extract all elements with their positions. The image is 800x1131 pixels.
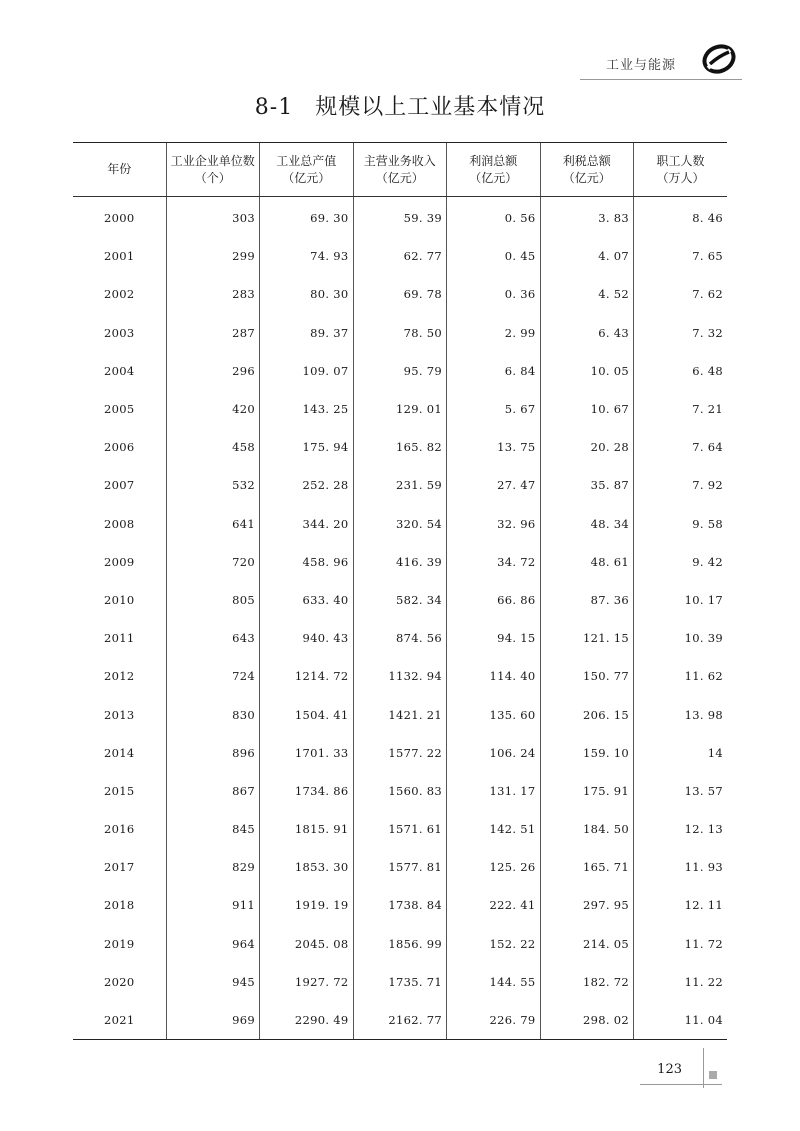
value-cell: 226. 79 bbox=[447, 1001, 541, 1040]
value-cell: 1738. 84 bbox=[353, 886, 447, 924]
value-cell: 95. 79 bbox=[353, 352, 447, 390]
year-cell: 2008 bbox=[104, 516, 135, 531]
value-cell: 150. 77 bbox=[540, 657, 634, 695]
year-cell: 2011 bbox=[104, 631, 135, 646]
value-cell: 4. 52 bbox=[540, 275, 634, 313]
value-cell: 165. 71 bbox=[540, 848, 634, 886]
value-cell: 10. 39 bbox=[634, 619, 728, 657]
value-cell: 1701. 33 bbox=[260, 734, 354, 772]
table-row bbox=[73, 543, 727, 581]
table-row bbox=[73, 390, 727, 428]
value-cell: 940. 43 bbox=[260, 619, 354, 657]
value-cell: 896 bbox=[166, 734, 260, 772]
year-cell: 2015 bbox=[104, 783, 135, 798]
column-header-name: 职工人数 bbox=[656, 153, 705, 168]
value-cell: 66. 86 bbox=[447, 581, 541, 619]
value-cell: 165. 82 bbox=[353, 428, 447, 466]
table-title-text: 规模以上工业基本情况 bbox=[315, 95, 546, 120]
value-cell: 9. 58 bbox=[634, 505, 728, 543]
table-row bbox=[73, 1001, 727, 1040]
value-cell: 12. 13 bbox=[634, 810, 728, 848]
value-cell: 7. 21 bbox=[634, 390, 728, 428]
value-cell: 87. 36 bbox=[540, 581, 634, 619]
year-cell: 2001 bbox=[104, 249, 135, 264]
value-cell: 13. 57 bbox=[634, 772, 728, 810]
footer-horizontal-rule bbox=[640, 1084, 722, 1085]
table-row bbox=[73, 695, 727, 733]
value-cell: 298. 02 bbox=[540, 1001, 634, 1040]
year-cell: 2019 bbox=[104, 936, 135, 951]
value-cell: 184. 50 bbox=[540, 810, 634, 848]
column-header bbox=[447, 143, 541, 197]
year-cell: 2018 bbox=[104, 898, 135, 913]
year-cell: 2020 bbox=[104, 974, 135, 989]
section-label: 工业与能源 bbox=[605, 58, 676, 73]
table-row bbox=[73, 505, 727, 543]
table-row bbox=[73, 848, 727, 886]
column-header bbox=[166, 143, 260, 197]
value-cell: 0. 56 bbox=[447, 197, 541, 238]
value-cell: 10. 17 bbox=[634, 581, 728, 619]
value-cell: 1856. 99 bbox=[353, 925, 447, 963]
column-header bbox=[353, 143, 447, 197]
table-row bbox=[73, 925, 727, 963]
value-cell: 458. 96 bbox=[260, 543, 354, 581]
table-row bbox=[73, 734, 727, 772]
value-cell: 10. 67 bbox=[540, 390, 634, 428]
value-cell: 1577. 22 bbox=[353, 734, 447, 772]
table-row bbox=[73, 810, 727, 848]
column-header-unit: （万人） bbox=[656, 170, 705, 185]
value-cell: 9. 42 bbox=[634, 543, 728, 581]
value-cell: 152. 22 bbox=[447, 925, 541, 963]
value-cell: 1853. 30 bbox=[260, 848, 354, 886]
table-row bbox=[73, 963, 727, 1001]
value-cell: 59. 39 bbox=[353, 197, 447, 238]
value-cell: 2162. 77 bbox=[353, 1001, 447, 1040]
value-cell: 11. 62 bbox=[634, 657, 728, 695]
value-cell: 416. 39 bbox=[353, 543, 447, 581]
value-cell: 27. 47 bbox=[447, 466, 541, 504]
value-cell: 94. 15 bbox=[447, 619, 541, 657]
column-header bbox=[73, 143, 166, 197]
value-cell: 2. 99 bbox=[447, 314, 541, 352]
value-cell: 34. 72 bbox=[447, 543, 541, 581]
running-header bbox=[0, 0, 800, 80]
value-cell: 8. 46 bbox=[634, 197, 728, 238]
year-cell: 2012 bbox=[104, 669, 135, 684]
year-cell: 2005 bbox=[104, 402, 135, 417]
industry-stats-table bbox=[73, 142, 727, 1040]
value-cell: 2290. 49 bbox=[260, 1001, 354, 1040]
value-cell: 7. 32 bbox=[634, 314, 728, 352]
value-cell: 0. 45 bbox=[447, 237, 541, 275]
year-cell: 2009 bbox=[104, 554, 135, 569]
value-cell: 1577. 81 bbox=[353, 848, 447, 886]
value-cell: 175. 91 bbox=[540, 772, 634, 810]
value-cell: 78. 50 bbox=[353, 314, 447, 352]
value-cell: 143. 25 bbox=[260, 390, 354, 428]
value-cell: 297. 95 bbox=[540, 886, 634, 924]
value-cell: 582. 34 bbox=[353, 581, 447, 619]
value-cell: 14 bbox=[634, 734, 728, 772]
column-header-unit: （个） bbox=[194, 170, 231, 185]
value-cell: 11. 22 bbox=[634, 963, 728, 1001]
table-row bbox=[73, 197, 727, 238]
table-row bbox=[73, 772, 727, 810]
value-cell: 1132. 94 bbox=[353, 657, 447, 695]
column-header-name: 年份 bbox=[107, 162, 132, 176]
table-title bbox=[0, 90, 800, 121]
column-header-unit: （亿元） bbox=[375, 170, 424, 185]
value-cell: 969 bbox=[166, 1001, 260, 1040]
value-cell: 109. 07 bbox=[260, 352, 354, 390]
value-cell: 7. 92 bbox=[634, 466, 728, 504]
value-cell: 1421. 21 bbox=[353, 695, 447, 733]
year-cell: 2000 bbox=[104, 211, 135, 226]
value-cell: 129. 01 bbox=[353, 390, 447, 428]
year-cell: 2003 bbox=[104, 325, 135, 340]
table-row bbox=[73, 619, 727, 657]
value-cell: 830 bbox=[166, 695, 260, 733]
table-number: 8-1 bbox=[254, 95, 294, 120]
value-cell: 144. 55 bbox=[447, 963, 541, 1001]
value-cell: 12. 11 bbox=[634, 886, 728, 924]
value-cell: 106. 24 bbox=[447, 734, 541, 772]
table-header-row bbox=[73, 143, 727, 197]
value-cell: 724 bbox=[166, 657, 260, 695]
table-row bbox=[73, 466, 727, 504]
value-cell: 142. 51 bbox=[447, 810, 541, 848]
value-cell: 6. 43 bbox=[540, 314, 634, 352]
value-cell: 32. 96 bbox=[447, 505, 541, 543]
value-cell: 13. 75 bbox=[447, 428, 541, 466]
value-cell: 867 bbox=[166, 772, 260, 810]
value-cell: 296 bbox=[166, 352, 260, 390]
value-cell: 135. 60 bbox=[447, 695, 541, 733]
value-cell: 10. 05 bbox=[540, 352, 634, 390]
column-header-name: 工业总产值 bbox=[276, 153, 337, 168]
column-header-name: 工业企业单位数 bbox=[170, 153, 255, 168]
value-cell: 1735. 71 bbox=[353, 963, 447, 1001]
value-cell: 720 bbox=[166, 543, 260, 581]
table-row bbox=[73, 428, 727, 466]
value-cell: 1571. 61 bbox=[353, 810, 447, 848]
header-rule bbox=[580, 79, 742, 80]
table-row bbox=[73, 886, 727, 924]
value-cell: 6. 84 bbox=[447, 352, 541, 390]
value-cell: 214. 05 bbox=[540, 925, 634, 963]
page-number: 123 bbox=[657, 1062, 682, 1077]
value-cell: 1919. 19 bbox=[260, 886, 354, 924]
table-row bbox=[73, 275, 727, 313]
year-cell: 2013 bbox=[104, 707, 135, 722]
value-cell: 121. 15 bbox=[540, 619, 634, 657]
year-cell: 2021 bbox=[73, 1001, 166, 1040]
year-cell: 2007 bbox=[104, 478, 135, 493]
value-cell: 231. 59 bbox=[353, 466, 447, 504]
value-cell: 114. 40 bbox=[447, 657, 541, 695]
value-cell: 4. 07 bbox=[540, 237, 634, 275]
value-cell: 641 bbox=[166, 505, 260, 543]
value-cell: 1734. 86 bbox=[260, 772, 354, 810]
column-header-unit: （亿元） bbox=[469, 170, 518, 185]
value-cell: 131. 17 bbox=[447, 772, 541, 810]
value-cell: 1815. 91 bbox=[260, 810, 354, 848]
value-cell: 7. 65 bbox=[634, 237, 728, 275]
column-header-name: 利税总额 bbox=[562, 153, 611, 168]
value-cell: 303 bbox=[166, 197, 260, 238]
year-cell: 2016 bbox=[104, 822, 135, 837]
table-row bbox=[73, 314, 727, 352]
value-cell: 252. 28 bbox=[260, 466, 354, 504]
value-cell: 2045. 08 bbox=[260, 925, 354, 963]
column-header bbox=[540, 143, 634, 197]
value-cell: 911 bbox=[166, 886, 260, 924]
value-cell: 805 bbox=[166, 581, 260, 619]
value-cell: 11. 93 bbox=[634, 848, 728, 886]
table-row bbox=[73, 237, 727, 275]
value-cell: 1214. 72 bbox=[260, 657, 354, 695]
value-cell: 829 bbox=[166, 848, 260, 886]
value-cell: 13. 98 bbox=[634, 695, 728, 733]
value-cell: 1504. 41 bbox=[260, 695, 354, 733]
table-row bbox=[73, 581, 727, 619]
value-cell: 1560. 83 bbox=[353, 772, 447, 810]
value-cell: 48. 61 bbox=[540, 543, 634, 581]
value-cell: 643 bbox=[166, 619, 260, 657]
value-cell: 159. 10 bbox=[540, 734, 634, 772]
value-cell: 5. 67 bbox=[447, 390, 541, 428]
value-cell: 7. 64 bbox=[634, 428, 728, 466]
value-cell: 69. 78 bbox=[353, 275, 447, 313]
year-cell: 2010 bbox=[104, 592, 135, 607]
value-cell: 62. 77 bbox=[353, 237, 447, 275]
page-footer bbox=[0, 1040, 800, 1131]
value-cell: 344. 20 bbox=[260, 505, 354, 543]
column-header bbox=[634, 143, 728, 197]
value-cell: 89. 37 bbox=[260, 314, 354, 352]
table-body bbox=[73, 197, 727, 1040]
column-header bbox=[260, 143, 354, 197]
year-cell: 2006 bbox=[104, 440, 135, 455]
value-cell: 6. 48 bbox=[634, 352, 728, 390]
value-cell: 35. 87 bbox=[540, 466, 634, 504]
year-cell: 2004 bbox=[104, 363, 135, 378]
page-marker-square bbox=[709, 1071, 717, 1079]
value-cell: 125. 26 bbox=[447, 848, 541, 886]
value-cell: 287 bbox=[166, 314, 260, 352]
value-cell: 964 bbox=[166, 925, 260, 963]
value-cell: 0. 36 bbox=[447, 275, 541, 313]
value-cell: 633. 40 bbox=[260, 581, 354, 619]
footer-vertical-rule bbox=[703, 1048, 704, 1088]
value-cell: 320. 54 bbox=[353, 505, 447, 543]
value-cell: 182. 72 bbox=[540, 963, 634, 1001]
value-cell: 222. 41 bbox=[447, 886, 541, 924]
column-header-name: 主营业务收入 bbox=[363, 153, 436, 168]
value-cell: 74. 93 bbox=[260, 237, 354, 275]
value-cell: 874. 56 bbox=[353, 619, 447, 657]
value-cell: 80. 30 bbox=[260, 275, 354, 313]
value-cell: 299 bbox=[166, 237, 260, 275]
value-cell: 420 bbox=[166, 390, 260, 428]
value-cell: 845 bbox=[166, 810, 260, 848]
value-cell: 69. 30 bbox=[260, 197, 354, 238]
year-cell: 2014 bbox=[104, 745, 135, 760]
column-header-unit: （亿元） bbox=[562, 170, 611, 185]
value-cell: 945 bbox=[166, 963, 260, 1001]
value-cell: 283 bbox=[166, 275, 260, 313]
value-cell: 1927. 72 bbox=[260, 963, 354, 1001]
table-row bbox=[73, 352, 727, 390]
value-cell: 3. 83 bbox=[540, 197, 634, 238]
value-cell: 7. 62 bbox=[634, 275, 728, 313]
value-cell: 11. 04 bbox=[634, 1001, 728, 1040]
value-cell: 206. 15 bbox=[540, 695, 634, 733]
year-cell: 2017 bbox=[104, 860, 135, 875]
value-cell: 48. 34 bbox=[540, 505, 634, 543]
value-cell: 175. 94 bbox=[260, 428, 354, 466]
value-cell: 458 bbox=[166, 428, 260, 466]
year-cell: 2002 bbox=[104, 287, 135, 302]
value-cell: 11. 72 bbox=[634, 925, 728, 963]
column-header-unit: （亿元） bbox=[282, 170, 331, 185]
stats-bureau-logo-icon bbox=[702, 42, 736, 76]
value-cell: 532 bbox=[166, 466, 260, 504]
table-row bbox=[73, 657, 727, 695]
value-cell: 20. 28 bbox=[540, 428, 634, 466]
column-header-name: 利润总额 bbox=[469, 153, 518, 168]
